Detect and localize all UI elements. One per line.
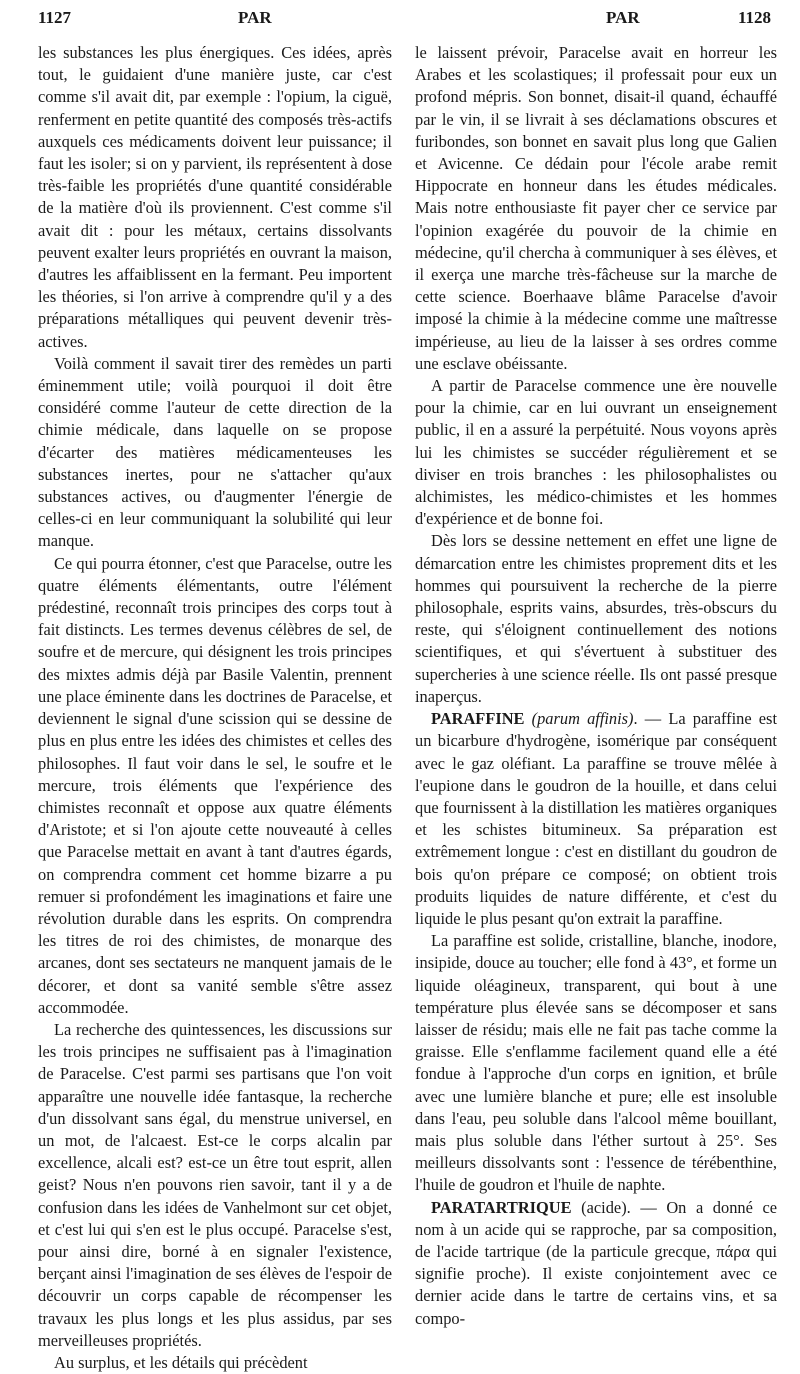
left-text-column [38,42,392,1374]
entry-headword: PARATARTRIQUE [431,1197,572,1217]
paragraph: La recherche des quintessences, les discussions sur les trois principes ne suffisaient pas à l'imagination de Paracelse. C'est parmi ses partisans que l'on voit apparaître une nouvelle idée fantasque, la recherche d'un dissolvant sans égal, du menstrue universel, en un mot, de l'alcaest. Est-ce le corps alcalin par excellence, alcali est? est-ce un être tout esprit, allen geist? Nous n'en pouvons rien savoir, tant il y a de confusion dans les idées de Vanhelmont sur cet objet, et c'est lui qui s'en est le plus occupé. Paracelse s'est, pour ainsi dire, borné à en signaler l'existence, berçant ainsi l'imagination de ses élèves de l'espoir de découvrir un corps capable de récompenser les travaux les plus longs et les plus assidus, par ses merveilleuses propriétés. [38,1019,392,1350]
paragraph: La paraffine est solide, cristalline, blanche, inodore, insipide, douce au toucher; elle fond à 43°, et forme un liquide oléagineux, transparent, qui bout à une température plus élevée sans se décomposer et sans laisser de résidu; mais elle ne fait pas tache comme la graisse. Elle s'enflamme facilement quand elle a été fondue à l'approche d'un corps en ignition, et brûle avec une lumière blanche et pure; elle est insoluble dans l'eau, peu soluble dans l'alcool même bouillant, mais plus soluble dans l'éther surtout à 25°. Ses meilleurs dissolvants sont : l'essence de térébenthine, l'huile de goudron et l'huile de naphte. [415,931,777,1195]
paragraph: Au surplus, et les détails qui précèdent [54,1352,308,1372]
paragraph: le laissent prévoir, Paracelse avait en horreur les Arabes et les scolastiques; il professait pour eux un profond mépris. Son bonnet, disait-il quand, échauffé par le vin, il se livrait à ses déclamations obscures et furibondes, son bonnet en savait plus long que Galien et Avicenne. Ce dédain pour l'école arabe remit Hippocrate en honneur dans les études médicales. Mais notre enthousiaste fit payer cher ce service par l'opinion exagérée du pouvoir de la chimie en médecine, qu'il chercha à communiquer à ses élèves, et il exerça une marche très-fâcheuse sur la marche de cette science. Boerhaave blâme Paracelse d'avoir imposé la chimie à la médecine comme une maîtresse impérieuse, au lieu de la laisser à ses ordres comme une esclave obéissante. [415,43,777,373]
entry-paratartrique [415,1197,777,1330]
paragraph: Dès lors se dessine nettement en effet une ligne de démarcation entre les chimistes proprement dits et les hommes qui poursuivent la recherche de la pierre philosophale, esprits vains, absurdes, très-obscurs du reste, qui s'éloignent continuellement des notions scientifiques, et qui s'évertuent à substituer des supercheries à une science réelle. Ils ont passé presque inaperçus. [415,531,777,706]
paragraph: Voilà comment il savait tirer des remèdes un parti éminemment utile; voilà pourquoi il doit être considéré comme l'auteur de cette direction de la chimie médicale, dans laquelle on se propose d'écarter des matières médicamenteuses les substances inertes, pour ne s'attacher qu'aux substances actives, ou d'augmenter l'énergie de celles-ci en leur communiquant la solubilité qui leur manque. [38,353,392,551]
left-running-title: PAR [238,8,272,27]
right-column-number: 1128 [738,8,772,27]
entry-etymology: (parum affinis) [531,709,634,729]
running-head [38,8,780,34]
entry-text: . — La paraffine est un bicarbure d'hydrogène, isomérique par conséquent avec le gaz oléfiant. La paraffine se trouve mêlée à l'eupione dans le goudron de la houille, et dans celui que fournissent à la distillation les matières organiques et les schistes bitumineux. Sa préparation est extrêmement longue : c'est en distillant du goudron de bois qu'on prépare ce composé; on obtient trois produits liquides de nature différente, et c'est du liquide le plus pesant qu'on extrait la paraffine. [415,709,777,928]
paragraph: les substances les plus énergiques. Ces idées, après tout, le guidaient d'une manière juste, car c'est comme s'il avait dit, par exemple : l'opium, la ciguë, renferment en petite quantité des composés très-actifs auxquels ces médicaments doivent leur puissance; il faut les isoler; si on y parvient, ils représentent à dose très-faible les propriétés d'une quantité considérable de la matière d'où ils proviennent. C'est comme s'il avait dit : pour les métaux, certains dissolvants peuvent exalter leurs propriétés en ouvrant la maison, d'autres les affaiblissent en la fermant. Peu importent les théories, si l'on arrive à comprendre qu'il y a des préparations métalliques qui peuvent devenir très-actives. [38,43,392,351]
paragraph: A partir de Paracelse commence une ère nouvelle pour la chimie, car en lui ouvrant un enseignement public, il en a assuré la perpétuité. Nous voyons après lui les chimistes se succéder régulièrement et se diviser en trois branches : les philosophalistes ou alchimistes, les médico-chimistes et les hommes d'expérience et de bonne foi. [415,376,777,529]
entry-text: (acide). — On a donné ce nom à un acide qui se rapproche, par sa composition, de l'acide tartrique (de la particule grecque, πάρα qui signifie proche). Il existe conjointement avec ce dernier acide dans le tartre de certains vins, et sa compo- [415,1197,777,1328]
right-running-title: PAR [606,8,640,27]
entry-paraffine [415,708,777,930]
entry-headword: PARAFFINE [431,709,525,729]
paragraph: Ce qui pourra étonner, c'est que Paracelse, outre les quatre éléments élémentants, outre l'élément prédestiné, reconnaît trois principes des corps tout à fait distincts. Les termes devenus célèbres de sel, de soufre et de mercure, qui désignent les trois principes des mixtes admis déjà par Basile Valentin, prennent une place éminente dans les doctrines de Paracelse, et deviennent le signal d'une scission qui se dessine de plus en plus entre les idées des chimistes et celles des philosophes. Il faut voir dans le sel, le soufre et le mercure, trois éléments que l'expérience des chimistes reconnaît et oppose aux quatre éléments d'Aristote; et si l'on ajoute cette nouveauté à celles que Paracelse mettait en avant à tant d'autres égards, on comprendra comment cet homme bizarre a pu remuer si profondément les imaginations et faire une révolution durable dans les esprits. On comprendra les titres de roi des chimistes, de monarque des arcanes, dont ses sectateurs ne manquent jamais de le décorer, et dont sa vanité semble s'être assez accommodée. [38,553,392,1017]
right-text-column [415,42,777,1330]
left-column-number: 1127 [38,8,72,27]
